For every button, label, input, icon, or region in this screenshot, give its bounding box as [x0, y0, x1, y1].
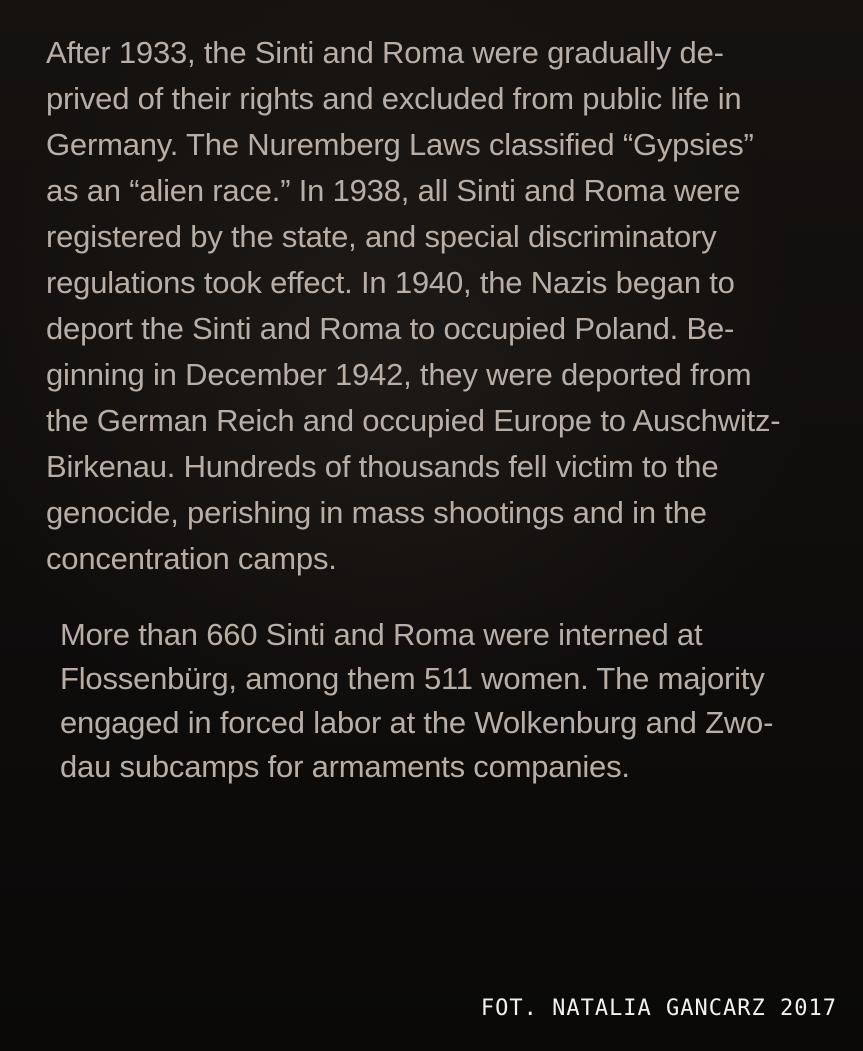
photo-credit: FOT. NATALIA GANCARZ 2017 [480, 996, 837, 1021]
paragraph-1 [46, 30, 836, 582]
text-line: dau subcamps for armaments companies. [60, 749, 630, 784]
text-line: as an “alien race.” In 1938, all Sinti and Roma were [46, 173, 741, 208]
text-line: More than 660 Sinti and Roma were interned at [60, 617, 703, 652]
text-line: the German Reich and occupied Europe to Auschwitz- [46, 403, 781, 438]
text-line: ginning in December 1942, they were deported from [46, 357, 752, 392]
text-line: genocide, perishing in mass shootings and in the [46, 495, 707, 530]
text-line: Germany. The Nuremberg Laws classified “Gypsies” [46, 127, 754, 162]
text-line: prived of their rights and excluded from public life in [46, 81, 742, 116]
paragraph-2 [60, 613, 820, 789]
text-line: concentration camps. [46, 541, 337, 576]
text-line: After 1933, the Sinti and Roma were gradually de- [46, 35, 724, 70]
text-line: Flossenbürg, among them 511 women. The majority [60, 661, 765, 696]
text-line: engaged in forced labor at the Wolkenburg and Zwo- [60, 705, 774, 740]
text-line: Birkenau. Hundreds of thousands fell victim to the [46, 449, 719, 484]
text-line: regulations took effect. In 1940, the Nazis began to [46, 265, 735, 300]
text-line: deport the Sinti and Roma to occupied Poland. Be- [46, 311, 735, 346]
text-line: registered by the state, and special discriminatory [46, 219, 717, 254]
